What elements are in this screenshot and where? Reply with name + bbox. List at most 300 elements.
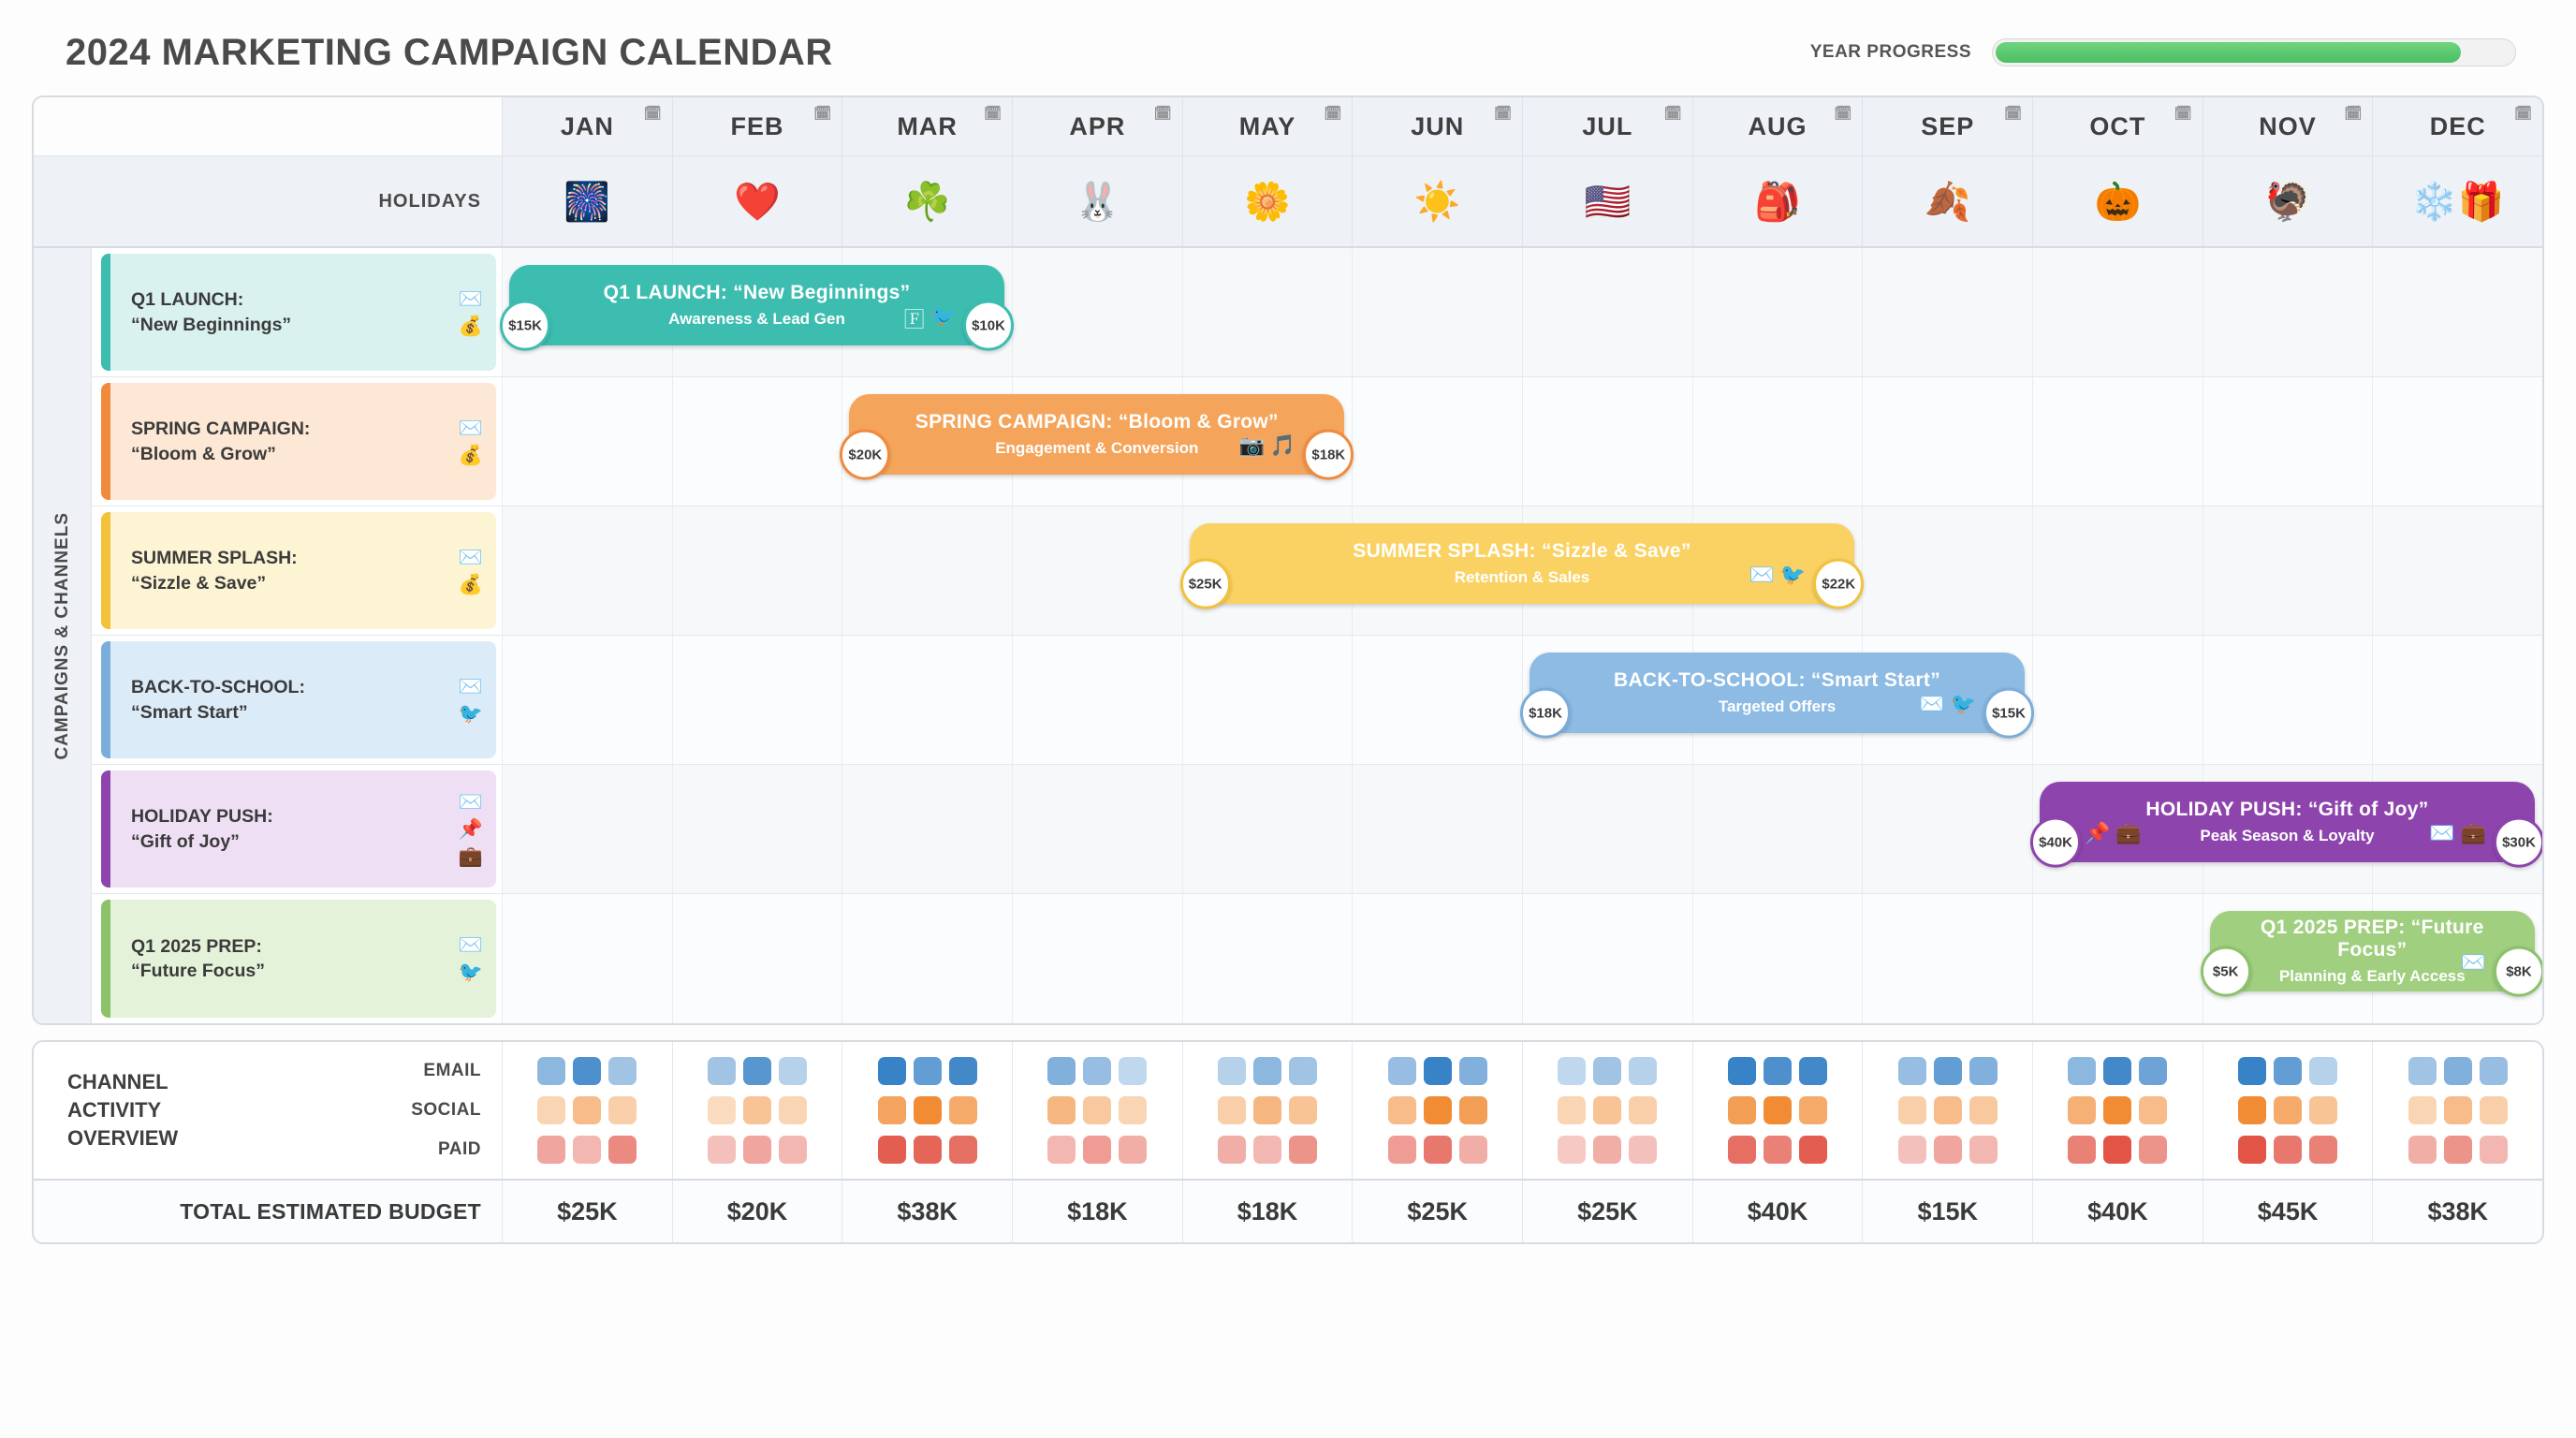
grid-cell xyxy=(1522,636,1692,764)
activity-square xyxy=(2480,1057,2508,1085)
grid-cell xyxy=(2372,894,2542,1023)
activity-social-squares xyxy=(2238,1096,2337,1124)
activity-square xyxy=(1047,1136,1076,1164)
campaign-name-cell xyxy=(34,506,502,635)
twitter-icon[interactable]: 🐦 xyxy=(1950,691,1976,715)
activity-social-squares xyxy=(1898,1096,1998,1124)
activity-square xyxy=(1388,1057,1416,1085)
campaign-name-box[interactable] xyxy=(101,900,496,1018)
grid-cell xyxy=(1692,248,1863,376)
activity-square xyxy=(537,1096,565,1124)
activity-label-social: SOCIAL xyxy=(411,1100,481,1120)
activity-square xyxy=(2238,1096,2266,1124)
grid-cell xyxy=(842,636,1012,764)
campaign-channel-icons xyxy=(459,935,483,982)
grid-cell xyxy=(1012,377,1182,506)
month-header-nov[interactable] xyxy=(2203,97,2373,155)
activity-square xyxy=(573,1096,601,1124)
heart-icon: ❤️ xyxy=(734,181,781,223)
activity-square xyxy=(2274,1136,2302,1164)
activity-paid-squares xyxy=(2238,1136,2337,1164)
activity-square xyxy=(949,1136,977,1164)
activity-square xyxy=(1289,1136,1317,1164)
twitter-icon[interactable]: 🐦 xyxy=(458,961,483,983)
grid-cell xyxy=(2372,765,2542,893)
year-progress-label: YEAR PROGRESS xyxy=(1809,42,1971,62)
grid-cell xyxy=(502,636,672,764)
month-header-label: JUN xyxy=(1411,111,1465,140)
year-progress xyxy=(1810,38,2516,66)
campaign-budget-end: $22K xyxy=(1813,559,1864,609)
email-icon[interactable]: ✉️ xyxy=(2429,820,2455,844)
calendar-icon: 🗓 xyxy=(1663,106,1683,122)
budget-cell-mar: $38K xyxy=(842,1181,1012,1242)
campaign-bar-subtitle: Awareness & Lead Gen xyxy=(668,309,845,328)
activity-column-feb xyxy=(672,1042,842,1179)
holidays-row xyxy=(34,156,2542,248)
calendar-icon: 🗓 xyxy=(813,106,833,122)
twitter-icon[interactable]: 🐦 xyxy=(458,702,483,725)
activity-social-squares xyxy=(878,1096,977,1124)
campaign-name-box[interactable] xyxy=(101,383,496,500)
grid-cell xyxy=(1862,765,2032,893)
activity-square xyxy=(2068,1136,2096,1164)
grid-cell xyxy=(1692,894,1863,1023)
activity-square xyxy=(2309,1136,2337,1164)
paid-icon[interactable]: 💰 xyxy=(458,573,483,595)
campaign-budget-start: $5K xyxy=(2201,946,2251,997)
month-header-label: FEB xyxy=(730,111,784,140)
month-header-feb[interactable] xyxy=(672,97,842,155)
email-icon[interactable]: ✉️ xyxy=(2460,949,2486,974)
activity-square xyxy=(708,1096,736,1124)
grid-cell xyxy=(1182,765,1353,893)
activity-square xyxy=(1728,1136,1756,1164)
activity-column-dec xyxy=(2372,1042,2542,1179)
activity-square xyxy=(1388,1096,1416,1124)
campaign-name-box[interactable] xyxy=(101,512,496,629)
autumn-leaf-icon: 🍂 xyxy=(1924,181,1971,223)
channel-activity-row xyxy=(34,1042,2542,1179)
grid-cell xyxy=(2203,894,2373,1023)
budget-cell-apr: $18K xyxy=(1012,1181,1182,1242)
campaign-name-cell xyxy=(34,248,502,376)
budget-cell-feb: $20K xyxy=(672,1181,842,1242)
activity-email-squares xyxy=(1388,1057,1487,1085)
grid-cell xyxy=(1012,248,1182,376)
budget-cell-oct: $40K xyxy=(2032,1181,2203,1242)
holiday-cell-may xyxy=(1182,156,1353,246)
snowflake-gift-icon: ❄️🎁 xyxy=(2410,181,2505,223)
campaign-budget-end: $8K xyxy=(2494,946,2544,997)
pinterest-icon[interactable]: 📌 xyxy=(458,818,483,840)
budget-cell-sep: $15K xyxy=(1862,1181,2032,1242)
month-header-aug[interactable] xyxy=(1692,97,1863,155)
activity-square xyxy=(1969,1057,1998,1085)
activity-email-squares xyxy=(1728,1057,1827,1085)
activity-square xyxy=(2238,1136,2266,1164)
activity-square xyxy=(743,1057,771,1085)
calendar-icon: 🗓 xyxy=(2174,106,2193,122)
calendar-icon: 🗓 xyxy=(1153,106,1173,122)
activity-social-squares xyxy=(2408,1096,2508,1124)
email-icon[interactable]: ✉️ xyxy=(458,546,483,568)
budget-cell-jan: $25K xyxy=(502,1181,672,1242)
page-header xyxy=(32,26,2544,79)
grid-cell xyxy=(672,765,842,893)
campaign-name-line-2: “New Beginnings” xyxy=(131,314,292,335)
grid-cell xyxy=(672,636,842,764)
activity-social-squares xyxy=(1388,1096,1487,1124)
activity-square xyxy=(779,1057,807,1085)
grid-cell xyxy=(502,377,672,506)
activity-square xyxy=(2309,1057,2337,1085)
calendar-icon: 🗓 xyxy=(983,106,1003,122)
month-header-may[interactable] xyxy=(1182,97,1353,155)
campaign-name-cell xyxy=(34,894,502,1023)
grid-cell xyxy=(1182,377,1353,506)
month-header-mar[interactable] xyxy=(842,97,1012,155)
activity-paid-squares xyxy=(878,1136,977,1164)
activity-square xyxy=(1119,1096,1147,1124)
activity-square xyxy=(1629,1136,1657,1164)
activity-column-apr xyxy=(1012,1042,1182,1179)
facebook-icon[interactable]: 🄵 xyxy=(903,307,925,331)
grid-cell xyxy=(1182,636,1353,764)
activity-paid-squares xyxy=(1047,1136,1147,1164)
activity-column-nov xyxy=(2203,1042,2373,1179)
budget-cell-may: $18K xyxy=(1182,1181,1353,1242)
grid-cell xyxy=(2032,894,2203,1023)
activity-title-line-1: CHANNEL xyxy=(67,1070,168,1094)
activity-email-squares xyxy=(2238,1057,2337,1085)
month-header-jan[interactable] xyxy=(502,97,672,155)
campaign-name-box[interactable] xyxy=(101,254,496,371)
budget-cell-dec: $38K xyxy=(2372,1181,2542,1242)
activity-square xyxy=(608,1096,637,1124)
campaign-row xyxy=(34,636,2542,765)
grid-cell xyxy=(1012,506,1182,635)
activity-social-squares xyxy=(1218,1096,1317,1124)
month-header-sep[interactable] xyxy=(1862,97,2032,155)
activity-square xyxy=(1558,1096,1586,1124)
grid-cell xyxy=(842,765,1012,893)
email-icon[interactable]: ✉️ xyxy=(458,791,483,813)
activity-email-squares xyxy=(1898,1057,1998,1085)
campaign-name-line-1: BACK-TO-SCHOOL: xyxy=(131,677,305,698)
tiktok-icon[interactable]: 🎵 xyxy=(1269,433,1296,457)
channel-activity-title xyxy=(67,1068,178,1152)
month-header-dec[interactable] xyxy=(2372,97,2542,155)
budget-cell-jul: $25K xyxy=(1522,1181,1692,1242)
grid-cell xyxy=(2032,506,2203,635)
campaign-name-cell xyxy=(34,765,502,893)
email-icon[interactable]: ✉️ xyxy=(458,287,483,310)
campaign-name-cell xyxy=(34,636,502,764)
activity-social-squares xyxy=(1728,1096,1827,1124)
email-icon[interactable]: ✉️ xyxy=(458,675,483,697)
activity-square xyxy=(1424,1057,1452,1085)
holiday-cell-apr xyxy=(1012,156,1182,246)
activity-square xyxy=(878,1096,906,1124)
twitter-icon[interactable]: 🐦 xyxy=(1779,562,1807,586)
campaign-name-line-1: Q1 LAUNCH: xyxy=(131,289,244,311)
activity-square xyxy=(573,1136,601,1164)
campaign-bar-subtitle: Peak Season & Loyalty xyxy=(2200,826,2375,844)
backpack-icon: 🎒 xyxy=(1754,181,1801,223)
grid-cell xyxy=(1182,248,1353,376)
fireworks-icon: 🎆 xyxy=(564,181,611,223)
activity-paid-squares xyxy=(537,1136,637,1164)
activity-email-squares xyxy=(537,1057,637,1085)
activity-square xyxy=(608,1136,637,1164)
campaign-bar-subtitle: Planning & Early Access xyxy=(2278,966,2466,985)
campaign-rows xyxy=(34,248,2542,1023)
campaign-budget-start: $40K xyxy=(2030,817,2081,868)
grid-cell xyxy=(842,506,1012,635)
activity-label-email: EMAIL xyxy=(423,1061,481,1080)
pinterest-icon[interactable]: 📌 xyxy=(2085,820,2111,844)
campaign-row xyxy=(34,506,2542,636)
calendar-icon: 🗓 xyxy=(2004,106,2024,122)
jack-o-lantern-icon: 🎃 xyxy=(2094,181,2142,223)
activity-square xyxy=(1764,1096,1792,1124)
page-title: 2024 MARKETING CAMPAIGN CALENDAR xyxy=(66,31,833,73)
month-header-label: JUL xyxy=(1582,111,1633,140)
activity-square xyxy=(1083,1057,1111,1085)
activity-square xyxy=(1218,1057,1246,1085)
campaign-name-box[interactable] xyxy=(101,641,496,758)
activity-square xyxy=(537,1057,565,1085)
campaign-bar-title: Q1 2025 PREP: “Future Focus” xyxy=(2261,916,2484,961)
months-header-spacer xyxy=(34,97,502,155)
channel-activity-card xyxy=(32,1040,2544,1244)
activity-square xyxy=(2274,1057,2302,1085)
grid-cell xyxy=(2032,765,2203,893)
activity-square xyxy=(1558,1057,1586,1085)
campaign-channel-icons xyxy=(459,548,483,594)
campaign-row xyxy=(34,894,2542,1023)
twitter-icon[interactable]: 🐦 xyxy=(929,303,956,328)
holiday-cell-mar xyxy=(842,156,1012,246)
grid-cell xyxy=(2372,636,2542,764)
activity-paid-squares xyxy=(1728,1136,1827,1164)
activity-paid-squares xyxy=(2068,1136,2167,1164)
channel-activity-header xyxy=(34,1042,502,1179)
activity-square xyxy=(743,1096,771,1124)
activity-square xyxy=(1934,1096,1962,1124)
grid-cell xyxy=(1522,506,1692,635)
activity-square xyxy=(1593,1057,1621,1085)
grid-cell xyxy=(1012,636,1182,764)
grid-cell xyxy=(502,506,672,635)
grid-cell xyxy=(672,894,842,1023)
campaign-name-cell xyxy=(34,377,502,506)
grid-cell xyxy=(1862,636,2032,764)
campaign-name-line-1: SUMMER SPLASH: xyxy=(131,548,298,569)
bunny-icon: 🐰 xyxy=(1074,181,1121,223)
calendar-icon: 🗓 xyxy=(2514,106,2534,122)
activity-square xyxy=(1799,1057,1827,1085)
holidays-label-cell xyxy=(34,156,502,246)
activity-square xyxy=(1289,1096,1317,1124)
activity-square xyxy=(1253,1057,1281,1085)
month-header-label: NOV xyxy=(2259,111,2317,140)
activity-label-paid: PAID xyxy=(438,1139,481,1159)
grid-cell xyxy=(842,377,1012,506)
grid-cell xyxy=(1692,636,1863,764)
holiday-cell-nov xyxy=(2203,156,2373,246)
calendar-icon: 🗓 xyxy=(643,106,663,122)
activity-paid-squares xyxy=(1898,1136,1998,1164)
campaign-budget-start: $20K xyxy=(840,430,890,480)
month-header-oct[interactable] xyxy=(2032,97,2203,155)
email-icon[interactable]: ✉️ xyxy=(1919,691,1945,715)
campaign-bar-title: BACK-TO-SCHOOL: “Smart Start” xyxy=(1614,668,1940,691)
budget-cell-aug: $40K xyxy=(1692,1181,1863,1242)
grid-cell xyxy=(1692,377,1863,506)
campaign-bar-subtitle: Retention & Sales xyxy=(1454,567,1590,586)
email-icon[interactable]: ✉️ xyxy=(1749,562,1775,586)
campaign-bar-title: SPRING CAMPAIGN: “Bloom & Grow” xyxy=(915,410,1279,433)
campaign-name-line-1: Q1 2025 PREP: xyxy=(131,935,262,957)
campaign-bar-title: HOLIDAY PUSH: “Gift of Joy” xyxy=(2145,798,2429,820)
grid-cell xyxy=(2372,506,2542,635)
holiday-cell-sep xyxy=(1862,156,2032,246)
month-header-label: MAY xyxy=(1238,111,1296,140)
calendar-icon: 🗓 xyxy=(1324,106,1343,122)
paid-icon[interactable]: 💰 xyxy=(458,315,483,337)
activity-square xyxy=(1218,1096,1246,1124)
activity-square xyxy=(1459,1136,1487,1164)
activity-social-squares xyxy=(537,1096,637,1124)
email-icon[interactable]: ✉️ xyxy=(458,417,483,439)
activity-square xyxy=(878,1057,906,1085)
campaign-bar-title: Q1 LAUNCH: “New Beginnings” xyxy=(603,281,911,303)
activity-square xyxy=(949,1096,977,1124)
flower-icon: 🌼 xyxy=(1244,181,1291,223)
activity-square xyxy=(573,1057,601,1085)
linkedin-icon[interactable]: 💼 xyxy=(458,845,483,867)
month-header-jun[interactable] xyxy=(1352,97,1522,155)
month-header-label: JAN xyxy=(560,111,614,140)
paid-icon[interactable]: 💰 xyxy=(458,444,483,466)
activity-email-squares xyxy=(1218,1057,1317,1085)
activity-square xyxy=(1969,1096,1998,1124)
grid-cell xyxy=(1522,894,1692,1023)
grid-cell xyxy=(2203,636,2373,764)
month-header-label: DEC xyxy=(2429,111,2486,140)
activity-square xyxy=(1253,1096,1281,1124)
activity-paid-squares xyxy=(1388,1136,1487,1164)
month-header-jul[interactable] xyxy=(1522,97,1692,155)
activity-square xyxy=(1799,1096,1827,1124)
campaign-name-box[interactable] xyxy=(101,770,496,888)
grid-cell xyxy=(502,765,672,893)
activity-square xyxy=(1289,1057,1317,1085)
campaign-channel-icons xyxy=(459,792,483,866)
activity-month-columns xyxy=(502,1042,2542,1179)
activity-title-line-3: OVERVIEW xyxy=(67,1125,179,1150)
activity-square xyxy=(608,1057,637,1085)
instagram-icon[interactable]: 📷 xyxy=(1238,433,1265,457)
campaign-budget-start: $25K xyxy=(1180,559,1231,609)
activity-square xyxy=(2480,1136,2508,1164)
month-header-apr[interactable] xyxy=(1012,97,1182,155)
turkey-icon: 🦃 xyxy=(2264,181,2311,223)
campaign-name-line-2: “Future Focus” xyxy=(131,961,266,981)
calendar-icon: 🗓 xyxy=(2344,106,2364,122)
activity-square xyxy=(708,1057,736,1085)
activity-column-sep xyxy=(1862,1042,2032,1179)
budget-cell-jun: $25K xyxy=(1352,1181,1522,1242)
grid-cell xyxy=(1012,894,1182,1023)
grid-cell xyxy=(502,894,672,1023)
budget-cell-nov: $45K xyxy=(2203,1181,2373,1242)
grid-cell xyxy=(1352,894,1522,1023)
campaign-name-text xyxy=(131,804,273,854)
grid-cell xyxy=(1692,765,1863,893)
grid-cell xyxy=(672,377,842,506)
activity-square xyxy=(2068,1096,2096,1124)
activity-square xyxy=(1898,1057,1926,1085)
grid-cell xyxy=(1352,248,1522,376)
grid-cell xyxy=(1692,506,1863,635)
activity-square xyxy=(1424,1136,1452,1164)
linkedin-icon[interactable]: 💼 xyxy=(2460,820,2486,844)
year-progress-track[interactable] xyxy=(1992,38,2516,66)
grid-cell xyxy=(1182,506,1353,635)
activity-square xyxy=(1083,1136,1111,1164)
activity-square xyxy=(1728,1057,1756,1085)
campaign-channel-icons xyxy=(459,418,483,465)
grid-cell xyxy=(842,248,1012,376)
activity-square xyxy=(1218,1136,1246,1164)
activity-square xyxy=(1253,1136,1281,1164)
activity-square xyxy=(1459,1096,1487,1124)
activity-square xyxy=(2444,1136,2472,1164)
activity-square xyxy=(1934,1057,1962,1085)
activity-square xyxy=(708,1136,736,1164)
activity-square xyxy=(1629,1057,1657,1085)
grid-cell xyxy=(1182,894,1353,1023)
grid-cell xyxy=(2203,506,2373,635)
activity-square xyxy=(1799,1136,1827,1164)
holiday-cell-feb xyxy=(672,156,842,246)
campaign-budget-start: $15K xyxy=(500,301,550,351)
holiday-cell-jul xyxy=(1522,156,1692,246)
activity-square xyxy=(2139,1096,2167,1124)
activity-social-squares xyxy=(1047,1096,1147,1124)
activity-square xyxy=(1047,1096,1076,1124)
activity-square xyxy=(1119,1136,1147,1164)
activity-column-jun xyxy=(1352,1042,1522,1179)
linkedin-icon[interactable]: 💼 xyxy=(2115,820,2142,844)
campaign-name-text xyxy=(131,675,305,725)
campaign-channel-icons xyxy=(459,289,483,336)
activity-square xyxy=(2103,1136,2131,1164)
activity-social-squares xyxy=(1558,1096,1657,1124)
campaign-name-line-2: “Bloom & Grow” xyxy=(131,443,276,464)
activity-square xyxy=(1969,1136,1998,1164)
activity-column-jul xyxy=(1522,1042,1692,1179)
grid-cell xyxy=(672,248,842,376)
activity-square xyxy=(1934,1136,1962,1164)
email-icon[interactable]: ✉️ xyxy=(458,934,483,956)
activity-square xyxy=(743,1136,771,1164)
grid-cell xyxy=(1862,377,2032,506)
grid-cell xyxy=(502,248,672,376)
